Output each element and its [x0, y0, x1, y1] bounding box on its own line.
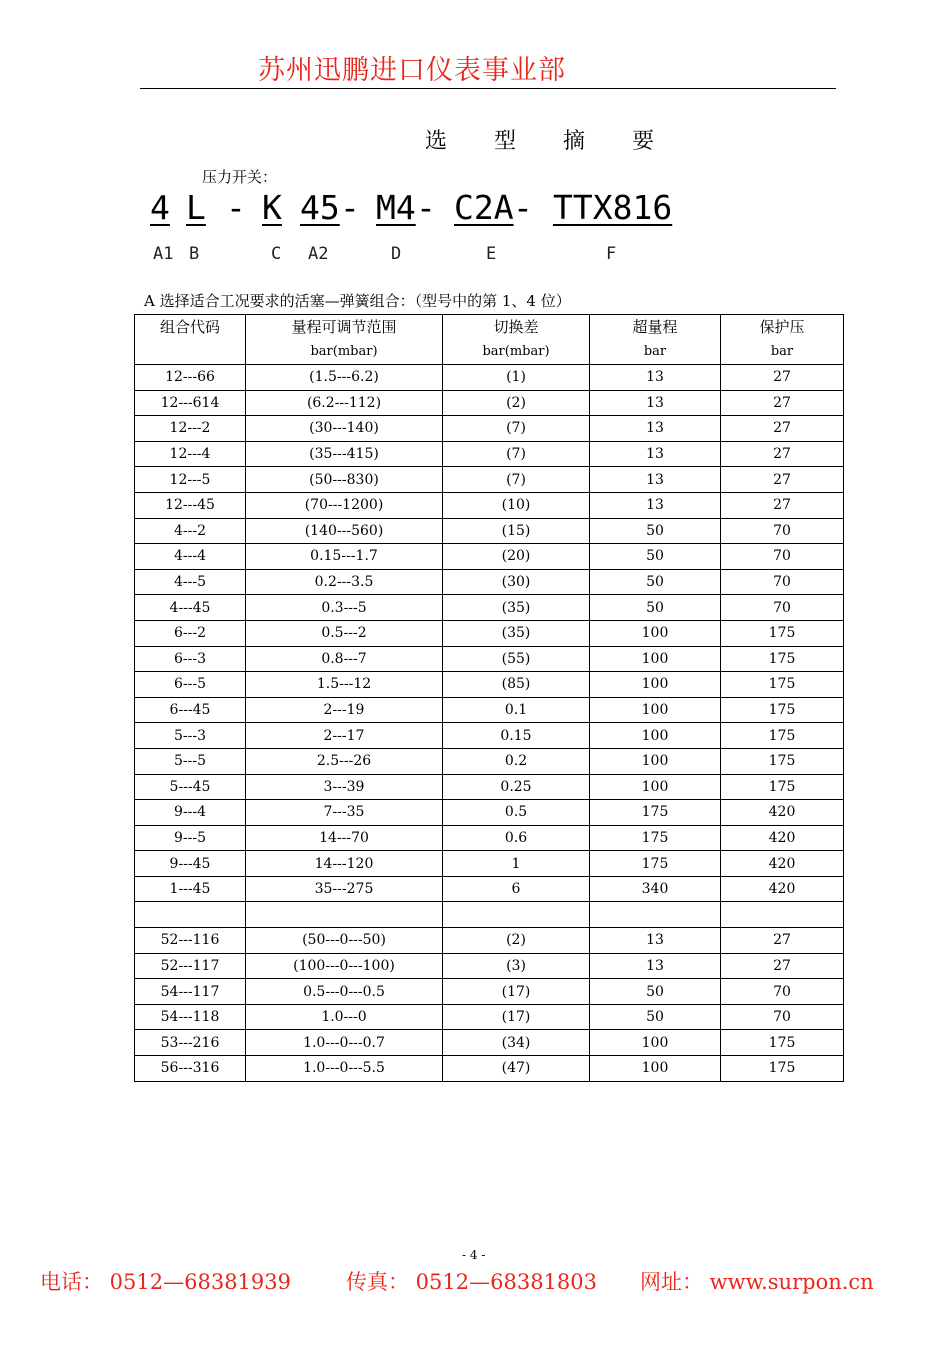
table-cell: 13	[590, 953, 721, 979]
footer-website[interactable]: 网址： www.surpon.cn	[640, 1270, 874, 1294]
table-cell: (17)	[443, 1004, 590, 1030]
position-label: E	[486, 244, 497, 264]
table-cell: 6---3	[135, 646, 246, 672]
column-unit	[135, 340, 246, 365]
table-cell: 27	[721, 928, 844, 954]
table-cell: 175	[590, 800, 721, 826]
table-cell: 6---5	[135, 672, 246, 698]
table-cell: 70	[721, 518, 844, 544]
table-cell: 1	[443, 851, 590, 877]
table-cell: 0.2---3.5	[246, 569, 443, 595]
table-cell	[246, 902, 443, 928]
table-cell: (1.5---6.2)	[246, 365, 443, 391]
table-cell: 6---45	[135, 697, 246, 723]
table-cell: 1---45	[135, 876, 246, 902]
table-cell: 52---117	[135, 953, 246, 979]
table-cell: (47)	[443, 1056, 590, 1082]
table-cell: 0.25	[443, 774, 590, 800]
table-cell: 4---4	[135, 544, 246, 570]
table-cell: 50	[590, 544, 721, 570]
table-cell: 13	[590, 365, 721, 391]
position-label: C	[271, 244, 282, 264]
table-row	[135, 365, 844, 391]
table-row	[135, 441, 844, 467]
table-row	[135, 928, 844, 954]
table-row	[135, 620, 844, 646]
table-cell: 6	[443, 876, 590, 902]
table-cell: 2---19	[246, 697, 443, 723]
table-cell: 5---3	[135, 723, 246, 749]
model-code-part: -	[416, 188, 436, 227]
column-unit: bar	[590, 340, 721, 365]
table-cell: 175	[721, 620, 844, 646]
model-code-part: -	[513, 188, 533, 227]
table-cell: 100	[590, 748, 721, 774]
table-cell: 13	[590, 416, 721, 442]
table-cell: 4---45	[135, 595, 246, 621]
table-cell: (7)	[443, 416, 590, 442]
document-title: 选 型 摘 要	[425, 129, 674, 154]
table-cell	[135, 902, 246, 928]
table-cell: 70	[721, 979, 844, 1005]
table-unit-row	[135, 340, 844, 365]
table-cell: 35---275	[246, 876, 443, 902]
table-row	[135, 979, 844, 1005]
table-row	[135, 876, 844, 902]
table-cell: 12---2	[135, 416, 246, 442]
table-cell: 54---117	[135, 979, 246, 1005]
table-cell: 0.5	[443, 800, 590, 826]
table-cell: (50---830)	[246, 467, 443, 493]
table-cell: (50---0---50)	[246, 928, 443, 954]
table-row	[135, 902, 844, 928]
table-cell: (100---0---100)	[246, 953, 443, 979]
table-cell: 175	[721, 646, 844, 672]
table-row	[135, 1056, 844, 1082]
table-cell: (85)	[443, 672, 590, 698]
table-row	[135, 825, 844, 851]
column-header: 保护压	[721, 315, 844, 340]
table-cell	[590, 902, 721, 928]
model-code-part: -	[340, 188, 360, 227]
table-cell: 1.5---12	[246, 672, 443, 698]
table-cell: 7---35	[246, 800, 443, 826]
table-cell: 13	[590, 928, 721, 954]
table-row	[135, 518, 844, 544]
table-cell: 100	[590, 697, 721, 723]
table-cell: 340	[590, 876, 721, 902]
table-cell: 175	[721, 1056, 844, 1082]
table-cell: 12---614	[135, 390, 246, 416]
table-cell: 0.15---1.7	[246, 544, 443, 570]
table-cell: 0.2	[443, 748, 590, 774]
position-label: A1	[153, 244, 174, 264]
table-cell: 27	[721, 953, 844, 979]
table-cell: (7)	[443, 467, 590, 493]
table-cell: 100	[590, 723, 721, 749]
table-cell: 13	[590, 467, 721, 493]
table-cell: 9---4	[135, 800, 246, 826]
model-code-part: L	[186, 188, 206, 227]
column-header: 超量程	[590, 315, 721, 340]
table-cell: 50	[590, 569, 721, 595]
table-cell: 27	[721, 492, 844, 518]
table-cell: 2.5---26	[246, 748, 443, 774]
table-cell: 5---45	[135, 774, 246, 800]
table-row	[135, 723, 844, 749]
table-row	[135, 800, 844, 826]
table-cell: 50	[590, 518, 721, 544]
table-cell: (55)	[443, 646, 590, 672]
table-cell: (35)	[443, 595, 590, 621]
table-cell: (35---415)	[246, 441, 443, 467]
table-cell: (140---560)	[246, 518, 443, 544]
table-row	[135, 1004, 844, 1030]
table-cell: 12---4	[135, 441, 246, 467]
table-cell	[721, 902, 844, 928]
table-cell: 175	[590, 825, 721, 851]
table-cell: 52---116	[135, 928, 246, 954]
table-cell: (7)	[443, 441, 590, 467]
table-cell: (2)	[443, 928, 590, 954]
table-cell: 27	[721, 441, 844, 467]
table-cell: 100	[590, 672, 721, 698]
table-cell: 175	[721, 774, 844, 800]
table-row	[135, 595, 844, 621]
table-cell: 12---5	[135, 467, 246, 493]
table-cell: (10)	[443, 492, 590, 518]
table-cell: 100	[590, 774, 721, 800]
table-cell: (20)	[443, 544, 590, 570]
table-cell: 27	[721, 390, 844, 416]
table-cell: (17)	[443, 979, 590, 1005]
table-cell: 6---2	[135, 620, 246, 646]
table-header-row	[135, 315, 844, 340]
table-cell: 4---5	[135, 569, 246, 595]
table-cell: 0.5---2	[246, 620, 443, 646]
table-cell: (30---140)	[246, 416, 443, 442]
table-cell: (70---1200)	[246, 492, 443, 518]
table-cell: 27	[721, 467, 844, 493]
table-row	[135, 774, 844, 800]
table-cell: 0.6	[443, 825, 590, 851]
column-unit: bar	[721, 340, 844, 365]
table-cell: (35)	[443, 620, 590, 646]
table-cell: 420	[721, 825, 844, 851]
table-cell: 420	[721, 851, 844, 877]
section-caption: A 选择适合工况要求的活塞—弹簧组合：（型号中的第 1、4 位）	[144, 292, 571, 310]
table-cell: 70	[721, 544, 844, 570]
table-cell: (30)	[443, 569, 590, 595]
model-code-part: M4	[376, 188, 416, 227]
model-code-part: -	[226, 188, 246, 227]
table-cell: 5---5	[135, 748, 246, 774]
position-label: B	[189, 244, 200, 264]
table-cell: (3)	[443, 953, 590, 979]
table-cell: 70	[721, 595, 844, 621]
table-cell: 175	[721, 723, 844, 749]
table-cell: 100	[590, 646, 721, 672]
table-cell: 175	[721, 748, 844, 774]
model-code-part: 45	[300, 188, 340, 227]
table-row	[135, 390, 844, 416]
table-row	[135, 569, 844, 595]
table-cell: (34)	[443, 1030, 590, 1056]
table-cell: 3---39	[246, 774, 443, 800]
table-cell: 50	[590, 1004, 721, 1030]
table-row	[135, 416, 844, 442]
table-cell: 9---5	[135, 825, 246, 851]
table-cell: 14---120	[246, 851, 443, 877]
table-cell: 100	[590, 1030, 721, 1056]
table-cell: 0.15	[443, 723, 590, 749]
table-row	[135, 1030, 844, 1056]
table-cell: 4---2	[135, 518, 246, 544]
table-cell: 12---66	[135, 365, 246, 391]
table-row	[135, 672, 844, 698]
table-cell: 70	[721, 1004, 844, 1030]
column-unit: bar(mbar)	[246, 340, 443, 365]
table-row	[135, 953, 844, 979]
table-cell: 175	[721, 672, 844, 698]
column-header: 量程可调节范围	[246, 315, 443, 340]
table-cell: (1)	[443, 365, 590, 391]
table-cell: 100	[590, 1056, 721, 1082]
table-cell: 175	[721, 1030, 844, 1056]
table-row	[135, 492, 844, 518]
table-row	[135, 467, 844, 493]
table-cell: 12---45	[135, 492, 246, 518]
table-row	[135, 851, 844, 877]
model-code-part: TTX816	[553, 188, 673, 227]
page-number: - 4 -	[462, 1248, 486, 1262]
table-cell: 420	[721, 876, 844, 902]
company-name: 苏州迅鹏进口仪表事业部	[258, 55, 566, 86]
table-cell: 0.8---7	[246, 646, 443, 672]
table-cell: 13	[590, 390, 721, 416]
table-cell: 175	[590, 851, 721, 877]
footer-fax: 传真： 0512—68381803	[346, 1270, 598, 1294]
selection-table	[134, 314, 844, 1082]
position-label: F	[606, 244, 617, 264]
table-cell: 9---45	[135, 851, 246, 877]
header-divider	[140, 88, 836, 89]
table-row	[135, 697, 844, 723]
table-row	[135, 646, 844, 672]
table-cell: (2)	[443, 390, 590, 416]
model-code-part: K	[262, 188, 282, 227]
table-cell: 13	[590, 492, 721, 518]
table-cell: 2---17	[246, 723, 443, 749]
table-cell: 1.0---0---0.7	[246, 1030, 443, 1056]
table-cell: 54---118	[135, 1004, 246, 1030]
table-row	[135, 544, 844, 570]
table-cell: 1.0---0	[246, 1004, 443, 1030]
table-cell: 27	[721, 365, 844, 391]
table-cell: 14---70	[246, 825, 443, 851]
table-cell: 53---216	[135, 1030, 246, 1056]
product-subtitle: 压力开关：	[202, 168, 278, 186]
table-row	[135, 748, 844, 774]
table-cell: 70	[721, 569, 844, 595]
table-cell: 0.1	[443, 697, 590, 723]
table-cell: (6.2---112)	[246, 390, 443, 416]
position-label: D	[391, 244, 402, 264]
column-header: 切换差	[443, 315, 590, 340]
table-cell: 50	[590, 595, 721, 621]
column-header: 组合代码	[135, 315, 246, 340]
table-cell: 420	[721, 800, 844, 826]
table-cell: (15)	[443, 518, 590, 544]
table-cell: 175	[721, 697, 844, 723]
position-label: A2	[308, 244, 329, 264]
table-cell: 100	[590, 620, 721, 646]
table-cell: 0.5---0---0.5	[246, 979, 443, 1005]
table-cell: 56---316	[135, 1056, 246, 1082]
footer-phone: 电话： 0512—68381939	[40, 1270, 292, 1294]
model-code-part: C2A	[454, 188, 514, 227]
model-code-part: 4	[150, 188, 170, 227]
table-cell: 27	[721, 416, 844, 442]
table-cell: 0.3---5	[246, 595, 443, 621]
table-cell: 1.0---0---5.5	[246, 1056, 443, 1082]
column-unit: bar(mbar)	[443, 340, 590, 365]
table-cell: 50	[590, 979, 721, 1005]
table-cell	[443, 902, 590, 928]
table-cell: 13	[590, 441, 721, 467]
